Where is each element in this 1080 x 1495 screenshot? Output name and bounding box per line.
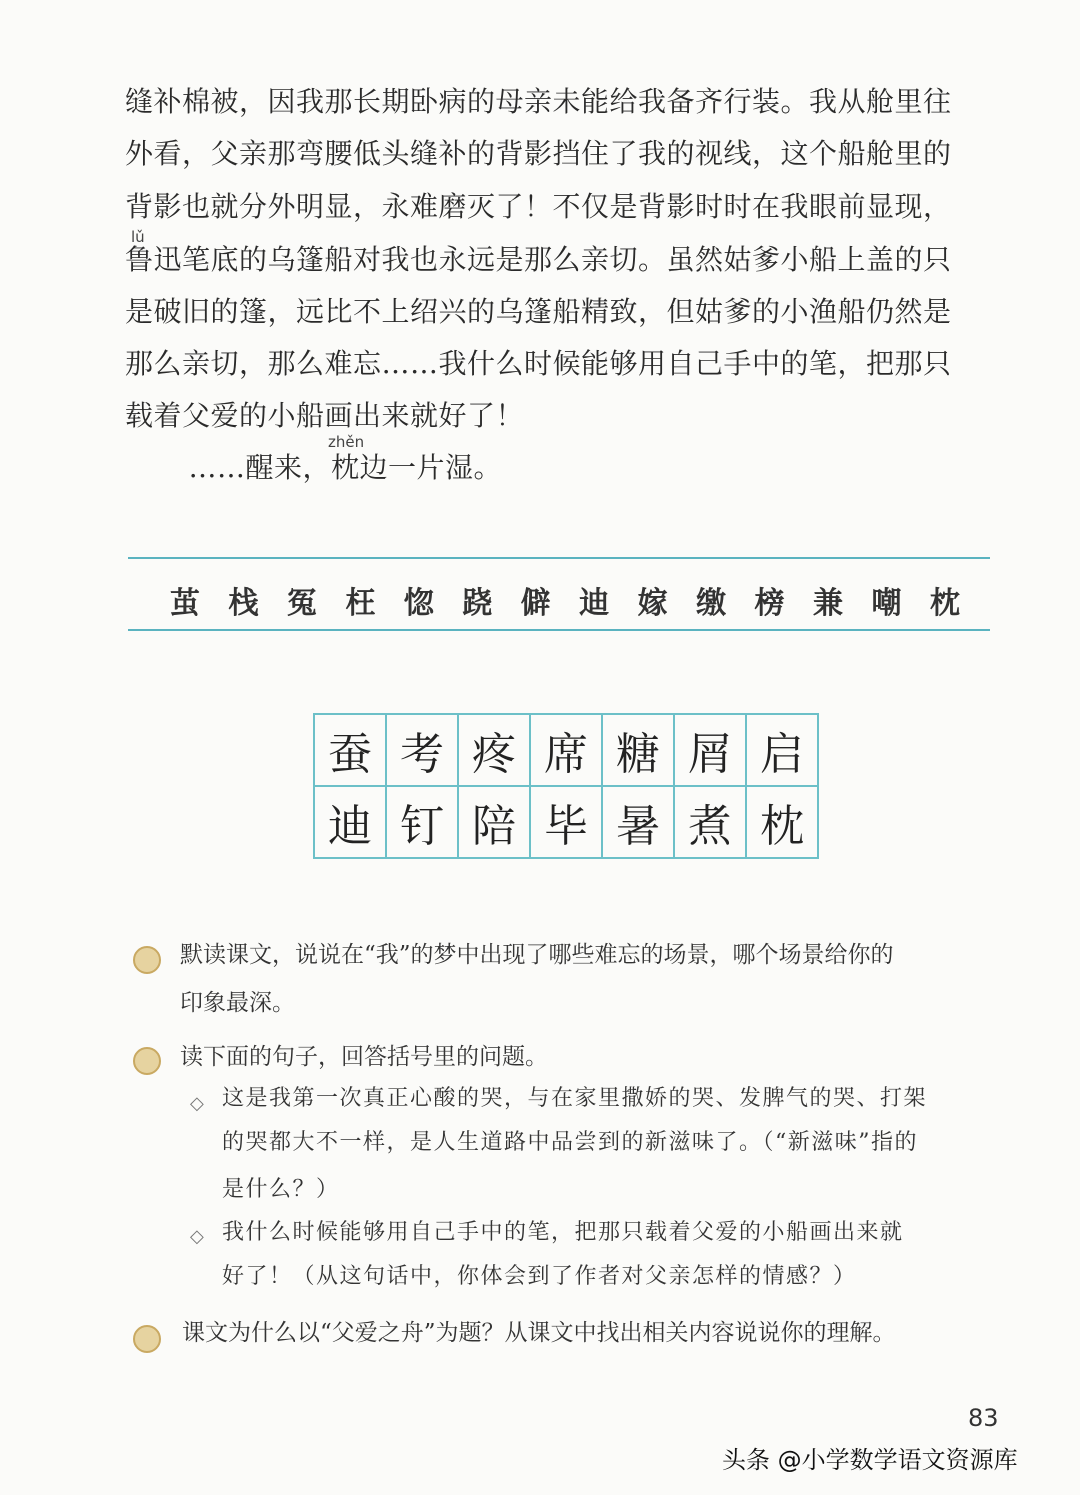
passage-line: 缝补棉被，因我那长期卧病的母亲未能给我备齐行装。我从舱里往: [125, 85, 952, 118]
question-1: 默读课文，说说在“我”的梦中出现了哪些难忘的场景，哪个场景给你的: [180, 942, 894, 968]
char: 栈: [228, 586, 259, 621]
char: 跷: [462, 586, 493, 621]
passage-line: 鲁迅笔底的乌篷船对我也永远是那么亲切。虽然姑爹小船上盖的只: [125, 243, 952, 276]
diamond-bullet-icon: ◇: [190, 1226, 204, 1247]
grid-cell: 陪: [458, 786, 530, 858]
grid-cell: 屑: [674, 714, 746, 786]
char: 缴: [696, 586, 727, 621]
char: 枉: [345, 586, 376, 621]
question-2a-cont: 是什么？）: [222, 1177, 340, 1202]
char: 冤: [286, 586, 317, 621]
grid-cell: 疼: [458, 714, 530, 786]
passage-line: 是破旧的篷，远比不上绍兴的乌篷船精致，但姑爹的小渔船仍然是: [125, 295, 952, 328]
char: 枕: [929, 586, 960, 621]
question-badge-icon: [133, 946, 161, 974]
question-badge-icon: [133, 1325, 161, 1353]
char: 嘲: [871, 586, 902, 621]
grid-cell: 迪: [314, 786, 386, 858]
divider-top: [128, 557, 990, 559]
char: 榜: [754, 586, 785, 621]
grid-cell: 糖: [602, 714, 674, 786]
question-1-cont: 印象最深。: [180, 990, 295, 1016]
grid-cell: 毕: [530, 786, 602, 858]
question-2: 读下面的句子，回答括号里的问题。: [180, 1044, 548, 1070]
char: 茧: [170, 586, 200, 621]
pinyin-annotation: zhěn: [328, 433, 365, 451]
grid-cell: 蚕: [314, 714, 386, 786]
grid-cell: 席: [530, 714, 602, 786]
question-3: 课文为什么以“父爱之舟”为题？从课文中找出相关内容说说你的理解。: [182, 1320, 896, 1346]
grid-row: [314, 786, 818, 858]
grid-cell: 煮: [674, 786, 746, 858]
passage-line: 载着父爱的小船画出来就好了！: [125, 399, 525, 432]
grid-cell: 启: [746, 714, 818, 786]
char: 僻: [520, 586, 551, 621]
grid-cell: 钉: [386, 786, 458, 858]
page-number: 83: [968, 1404, 999, 1432]
char: 嫁: [637, 586, 668, 621]
grid-cell: 枕: [746, 786, 818, 858]
pinyin-annotation: lǔ: [131, 228, 145, 246]
question-badge-icon: [133, 1047, 161, 1075]
recognize-characters: [170, 578, 960, 622]
question-2b: 我什么时候能够用自己手中的笔，把那只载着父爱的小船画出来就: [222, 1220, 904, 1245]
writing-grid: [313, 713, 819, 859]
grid-cell: 考: [386, 714, 458, 786]
passage-line: 那么亲切，那么难忘……我什么时候能够用自己手中的笔，把那只: [125, 347, 952, 380]
divider-bottom: [128, 629, 990, 631]
diamond-bullet-icon: ◇: [190, 1093, 204, 1114]
passage-line: 外看，父亲那弯腰低头缝补的背影挡住了我的视线，这个船舱里的: [125, 137, 952, 170]
passage-line: 背影也就分外明显，永难磨灭了！不仅是背影时时在我眼前显现，: [125, 190, 952, 223]
char: 迪: [579, 586, 610, 621]
grid-cell: 暑: [602, 786, 674, 858]
grid-row: [314, 714, 818, 786]
question-2a-cont: 的哭都大不一样，是人生道路中品尝到的新滋味了。（“新滋味”指的: [222, 1130, 918, 1155]
passage-line: ……醒来，枕边一片湿。: [160, 451, 503, 484]
question-2b-cont: 好了！（从这句话中，你体会到了作者对父亲怎样的情感？）: [222, 1264, 857, 1289]
watermark: 头条 @小学数学语文资源库: [722, 1446, 1018, 1474]
char: 兼: [812, 586, 843, 621]
question-2a: 这是我第一次真正心酸的哭，与在家里撒娇的哭、发脾气的哭、打架: [222, 1086, 928, 1111]
char: 惚: [403, 586, 434, 621]
